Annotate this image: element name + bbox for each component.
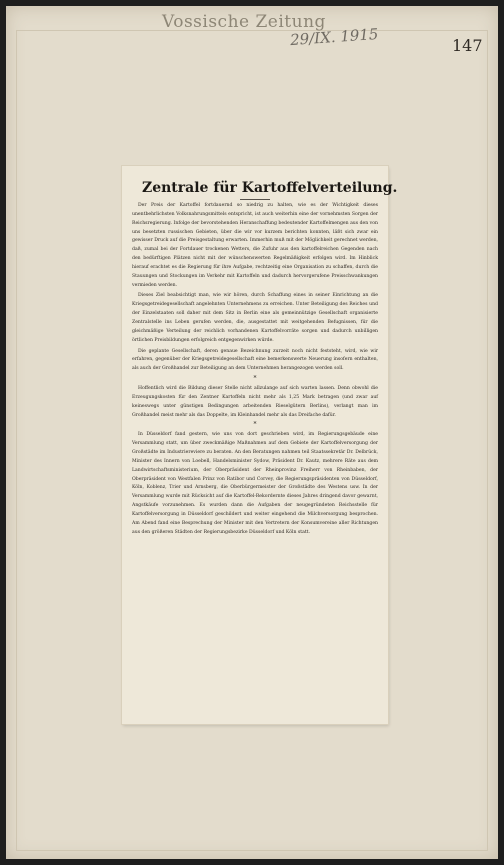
archive-page (6, 6, 498, 859)
headline-rule (240, 199, 270, 200)
newspaper-title: Vossische Zeitung (162, 12, 326, 32)
section-separator: * (253, 375, 257, 383)
article-paragraph: Die geplante Gesellschaft, deren genaue Bezeichnung zurzeit noch nicht feststeht, wird, wie wir erfahren, gegenüber der Kriegsgetreidegesellschaft eine bemerkenswerte Neuerung insofern enthalten, als auch der Großhandel zur Beteiligung an dem Unternehmen herangezogen werden soll. (132, 348, 378, 372)
article-body (132, 202, 378, 540)
newspaper-clipping (122, 166, 398, 724)
article-paragraph: In Düsseldorf fand gestern, wie uns von dort geschrieben wird, im Regierungsgebäude eine Versammlung statt, um über zweckmäßige Maßnahmen auf dem Gebiete der Kartoffelversorgung der Großstädte im Industriereviere zu beraten. An den Beratungen nahmen teil Staatssekretär Dr. Delbrück, Minister des Innern von Loebell, Handelsminister Sydow, Präsident Dr. Kautz, mehrere Räte aus dem Landwirtschaftsministerium, der Oberpräsident der Rheinprovinz Freiherr von Rheinbaben, der Oberpräsident von Westfalen Prinz von Ratibor und Corvey, die Regierungspräsidenten von Düsseldorf, Köln, Koblenz, Trier und Arnsberg, die Oberbürgermeister der Großstädte des Westens usw. In der Versammlung wurde mit Rücksicht auf die Kartoffel-Rekordernte dieses Jahres dringend davor gewarnt, Angstkäufe vorzunehmen. Es wurden dann die Aufgaben der neugegründeten Reichsstelle für Kartoffelversorgung in Düsseldorf geschildert und weiter eingehend die Milchversorgung besprochen. Am Abend fand eine Besprechung der Minister mit den Vertretern der Konsumvereine aller Richtungen aus den größeren Städten der Regierungsbezirke Düsseldorf und Köln statt. (132, 432, 378, 535)
article-paragraph: Hoffentlich wird die Bildung dieser Stelle nicht allzulange auf sich warten lassen. Denn obwohl die Erzeugungskosten für den Zentner Kartoffeln nicht mehr als 1,25 Mark betragen (und zwar auf keineswegs unter günstigen Bedingungen arbeitenden Rieselgütern Berlins), verlangt man im Großhandel meist mehr als das Doppelte, im Kleinhandel mehr als das Dreifache dafür. (132, 386, 378, 418)
article-paragraph: Dieses Ziel beabsichtigt man, wie wir hören, durch Schaffung eines in seiner Einrichtung an die Kriegsgetreidegesellschaft angelehnten Unternehmens zu erreichen. Unter Beteiligung des Reiches und der Einzelstaaten soll daher mit dem Sitz in Berlin eine als gemeinnützige Gesellschaft organisierte Zentralstelle ins Leben gerufen werden, die, ausgestattet mit weitgehenden Befugnissen, für die gleichmäßige Verteilung der reichlich vorhandenen Kartoffelvorräte sorgen und dadurch unbilligen örtlichen Preisbildungen erfolgreich entgegenwirken würde. (132, 293, 378, 343)
article-headline: Zentrale für Kartoffelverteilung. (142, 180, 398, 196)
section-separator: * (253, 421, 257, 429)
article-paragraph: Der Preis der Kartoffel fortdauernd so niedrig zu halten, wie es der Wichtigkeit dieses unentbehrlichsten Volksnahrungsmittels entspricht, ist auch weiterhin eine der vornehmsten Sorgen der Reichsregierung. Infolge der bevorstehenden Heranschaffung bedeutender Kartoffelmengen aus den von uns besetzten russischen Gebieten, über die wir vor kurzem berichten konnten, läßt sich zwar ein gewisser Druck auf die Preisgestaltung erwarten. Immerhin muß mit der Möglichkeit gerechnet werden, daß, zumal bei der Fortdauer trockenen Wetters, die Zufuhr aus den kartoffelreichen Gegenden nach den bedürftigen Plätzen nicht mit der wünschenswerten Regelmäßigkeit erfolgen wird. Im Hinblick hierauf erachtet es die Regierung für ihre Aufgabe, rechtzeitig eine Organisation zu schaffen, durch die Stauungen und Stockungen im Verkehr mit Kartoffeln und dadurch hervorgerufene Preisschwankungen vermieden werden. (132, 203, 378, 288)
page-number: 147 (452, 36, 483, 55)
handwritten-date: 29/IX. 1915 (289, 24, 379, 50)
